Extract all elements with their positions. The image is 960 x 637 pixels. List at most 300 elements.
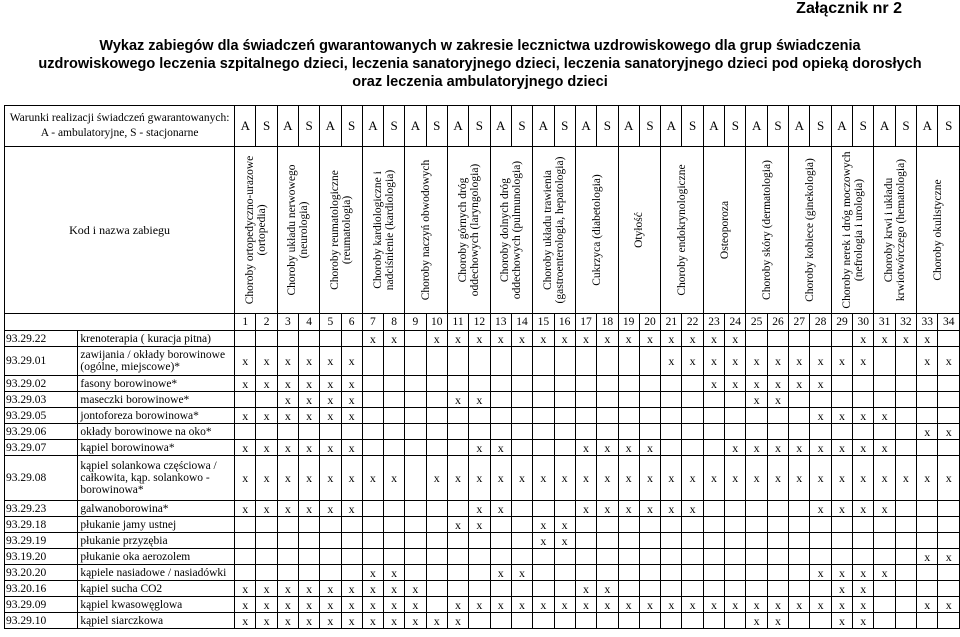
procedure-name: kąpiel sucha CO2 — [78, 581, 235, 597]
availability-cell: x — [575, 501, 596, 517]
availability-cell — [447, 376, 468, 392]
availability-cell — [874, 581, 895, 597]
availability-cell: x — [831, 456, 852, 501]
column-number: 29 — [831, 314, 852, 331]
availability-cell — [746, 533, 767, 549]
availability-cell — [554, 347, 575, 376]
availability-cell — [661, 392, 682, 408]
column-number: 2 — [256, 314, 277, 331]
condition-cell: A — [917, 106, 938, 147]
table-row — [5, 408, 960, 424]
availability-cell: x — [256, 440, 277, 456]
availability-cell: x — [298, 597, 319, 613]
availability-cell: x — [235, 456, 256, 501]
procedure-name: kąpiel siarczkowa — [78, 613, 235, 629]
availability-cell — [618, 424, 639, 440]
availability-cell: x — [810, 440, 831, 456]
availability-cell — [511, 347, 532, 376]
availability-cell — [938, 533, 960, 549]
procedure-code: 93.29.09 — [5, 597, 78, 613]
availability-cell — [810, 549, 831, 565]
availability-cell: x — [917, 597, 938, 613]
table-row — [5, 565, 960, 581]
availability-cell — [490, 533, 511, 549]
availability-cell — [682, 533, 703, 549]
availability-cell — [447, 440, 468, 456]
availability-cell — [597, 533, 618, 549]
availability-cell: x — [235, 597, 256, 613]
availability-cell: x — [831, 501, 852, 517]
group-label: Choroby skóry (dermatologia) — [761, 160, 774, 300]
procedure-name: fasony borowinowe* — [78, 376, 235, 392]
availability-cell: x — [277, 613, 298, 629]
condition-cell: A — [618, 106, 639, 147]
availability-cell — [639, 565, 660, 581]
availability-cell: x — [469, 456, 490, 501]
availability-cell: x — [703, 376, 724, 392]
availability-cell: x — [554, 517, 575, 533]
availability-cell: x — [810, 565, 831, 581]
availability-cell — [853, 424, 874, 440]
availability-cell: x — [725, 331, 746, 347]
availability-cell — [384, 376, 405, 392]
column-number: 20 — [639, 314, 660, 331]
availability-cell — [511, 376, 532, 392]
condition-cell: S — [384, 106, 405, 147]
availability-cell — [767, 331, 788, 347]
availability-cell — [703, 424, 724, 440]
group-header — [917, 147, 960, 314]
availability-cell: x — [384, 331, 405, 347]
condition-cell: A — [362, 106, 383, 147]
availability-cell: x — [320, 392, 341, 408]
availability-cell: x — [298, 581, 319, 597]
condition-cell: A — [703, 106, 724, 147]
availability-cell — [533, 565, 554, 581]
availability-cell — [789, 613, 810, 629]
procedure-name: krenoterapia ( kuracja pitna) — [78, 331, 235, 347]
availability-cell: x — [874, 408, 895, 424]
availability-cell — [895, 549, 916, 565]
condition-cell: A — [490, 106, 511, 147]
availability-cell: x — [874, 456, 895, 501]
availability-cell: x — [661, 597, 682, 613]
condition-cell: A — [277, 106, 298, 147]
availability-cell — [618, 347, 639, 376]
availability-cell — [874, 533, 895, 549]
availability-cell: x — [341, 408, 362, 424]
availability-cell — [789, 408, 810, 424]
group-header — [362, 147, 405, 314]
availability-cell — [874, 597, 895, 613]
availability-cell — [533, 376, 554, 392]
availability-cell — [426, 549, 447, 565]
availability-cell — [938, 613, 960, 629]
availability-cell — [362, 392, 383, 408]
availability-cell: x — [256, 581, 277, 597]
table-row — [5, 440, 960, 456]
availability-cell: x — [789, 376, 810, 392]
procedure-code: 93.29.06 — [5, 424, 78, 440]
column-number: 24 — [725, 314, 746, 331]
availability-cell: x — [746, 597, 767, 613]
availability-cell — [554, 501, 575, 517]
condition-cell: S — [810, 106, 831, 147]
availability-cell — [511, 408, 532, 424]
availability-cell — [533, 501, 554, 517]
availability-cell — [895, 392, 916, 408]
availability-cell — [320, 424, 341, 440]
condition-cell: S — [639, 106, 660, 147]
availability-cell: x — [682, 597, 703, 613]
group-label: Choroby ortopedyczno-urazowe (ortopedia) — [243, 155, 268, 305]
availability-cell: x — [469, 597, 490, 613]
availability-cell: x — [917, 424, 938, 440]
availability-cell — [725, 565, 746, 581]
column-number: 9 — [405, 314, 426, 331]
availability-cell — [511, 392, 532, 408]
availability-cell: x — [341, 501, 362, 517]
condition-cell: S — [767, 106, 788, 147]
availability-cell — [384, 347, 405, 376]
availability-cell: x — [235, 347, 256, 376]
availability-cell — [554, 376, 575, 392]
availability-cell — [235, 549, 256, 565]
condition-cell: S — [341, 106, 362, 147]
availability-cell — [703, 613, 724, 629]
availability-cell — [405, 517, 426, 533]
condition-cell: S — [938, 106, 960, 147]
availability-cell — [661, 517, 682, 533]
availability-cell: x — [426, 331, 447, 347]
availability-cell — [533, 347, 554, 376]
availability-cell — [490, 408, 511, 424]
availability-cell: x — [298, 501, 319, 517]
availability-cell: x — [767, 392, 788, 408]
availability-cell — [703, 408, 724, 424]
availability-cell: x — [810, 597, 831, 613]
availability-cell — [341, 533, 362, 549]
availability-cell — [490, 424, 511, 440]
availability-cell — [639, 517, 660, 533]
availability-cell: x — [597, 597, 618, 613]
availability-cell: x — [575, 440, 596, 456]
availability-cell: x — [362, 581, 383, 597]
availability-cell: x — [895, 456, 916, 501]
table-row — [5, 456, 960, 501]
availability-cell — [618, 376, 639, 392]
availability-cell — [639, 347, 660, 376]
availability-cell — [874, 376, 895, 392]
availability-cell — [746, 581, 767, 597]
availability-cell: x — [277, 456, 298, 501]
table-row — [5, 549, 960, 565]
availability-cell — [511, 613, 532, 629]
availability-cell — [746, 424, 767, 440]
availability-cell — [767, 533, 788, 549]
condition-cell: A — [405, 106, 426, 147]
availability-cell: x — [639, 456, 660, 501]
availability-cell — [277, 533, 298, 549]
availability-cell: x — [938, 597, 960, 613]
condition-cell: S — [256, 106, 277, 147]
availability-cell — [405, 376, 426, 392]
availability-cell: x — [917, 331, 938, 347]
availability-cell: x — [682, 456, 703, 501]
availability-cell — [298, 517, 319, 533]
availability-cell: x — [597, 331, 618, 347]
group-header — [661, 147, 704, 314]
group-header — [618, 147, 661, 314]
availability-cell — [298, 424, 319, 440]
availability-cell — [490, 613, 511, 629]
procedure-name: kąpiele nasiadowe / nasiadówki — [78, 565, 235, 581]
availability-cell — [447, 533, 468, 549]
availability-cell — [554, 424, 575, 440]
annex-label: Załącznik nr 2 — [796, 0, 902, 17]
column-number: 16 — [554, 314, 575, 331]
availability-cell — [746, 501, 767, 517]
availability-cell: x — [661, 331, 682, 347]
availability-cell: x — [447, 613, 468, 629]
availability-cell: x — [831, 408, 852, 424]
availability-cell — [277, 565, 298, 581]
availability-cell: x — [917, 549, 938, 565]
availability-cell: x — [725, 456, 746, 501]
availability-cell: x — [895, 331, 916, 347]
availability-cell: x — [575, 581, 596, 597]
availability-cell — [405, 408, 426, 424]
availability-cell: x — [256, 456, 277, 501]
availability-cell — [575, 424, 596, 440]
availability-cell — [682, 424, 703, 440]
availability-cell — [511, 581, 532, 597]
availability-cell: x — [703, 597, 724, 613]
availability-cell: x — [490, 501, 511, 517]
kod-label: Kod i nazwa zabiegu — [5, 147, 235, 314]
group-label: Choroby okulistyczne — [932, 179, 945, 281]
availability-cell — [256, 331, 277, 347]
availability-cell — [874, 347, 895, 376]
availability-cell: x — [469, 517, 490, 533]
availability-cell — [362, 440, 383, 456]
availability-cell — [767, 408, 788, 424]
procedure-name: płukanie jamy ustnej — [78, 517, 235, 533]
availability-cell: x — [447, 517, 468, 533]
availability-cell — [810, 424, 831, 440]
availability-cell: x — [554, 456, 575, 501]
availability-cell: x — [447, 392, 468, 408]
availability-cell — [554, 408, 575, 424]
availability-cell — [426, 347, 447, 376]
availability-cell — [703, 392, 724, 408]
availability-cell: x — [320, 408, 341, 424]
availability-cell — [298, 331, 319, 347]
availability-cell: x — [341, 392, 362, 408]
column-number: 32 — [895, 314, 916, 331]
column-number: 34 — [938, 314, 960, 331]
availability-cell — [874, 517, 895, 533]
availability-cell: x — [597, 440, 618, 456]
availability-cell — [511, 549, 532, 565]
availability-cell — [917, 613, 938, 629]
availability-cell: x — [703, 347, 724, 376]
table-row — [5, 517, 960, 533]
availability-cell — [810, 392, 831, 408]
availability-cell: x — [533, 331, 554, 347]
availability-cell — [618, 565, 639, 581]
group-header — [874, 147, 917, 314]
availability-cell: x — [362, 613, 383, 629]
availability-cell — [362, 376, 383, 392]
availability-cell — [725, 501, 746, 517]
group-label: Otyłość — [633, 212, 646, 248]
availability-cell — [426, 408, 447, 424]
procedure-name: kąpiel solankowa częściowa / całkowita, kąp. solankowo - borowinowa* — [78, 456, 235, 501]
availability-cell — [575, 408, 596, 424]
availability-cell — [597, 408, 618, 424]
availability-cell: x — [789, 456, 810, 501]
availability-cell — [511, 533, 532, 549]
availability-cell — [235, 424, 256, 440]
column-number: 28 — [810, 314, 831, 331]
availability-cell — [597, 565, 618, 581]
availability-cell: x — [767, 440, 788, 456]
availability-cell: x — [810, 376, 831, 392]
procedure-code: 93.29.18 — [5, 517, 78, 533]
conditions-label: Warunki realizacji świadczeń gwarantowanych: A - ambulatoryjne, S - stacjonarne — [5, 106, 235, 147]
availability-cell — [874, 613, 895, 629]
availability-cell: x — [511, 597, 532, 613]
availability-cell: x — [490, 565, 511, 581]
column-number: 19 — [618, 314, 639, 331]
availability-cell — [853, 376, 874, 392]
availability-cell: x — [277, 440, 298, 456]
availability-cell — [362, 347, 383, 376]
availability-cell: x — [746, 440, 767, 456]
availability-cell — [469, 581, 490, 597]
availability-cell: x — [682, 501, 703, 517]
column-number: 13 — [490, 314, 511, 331]
availability-cell — [447, 501, 468, 517]
procedure-code: 93.29.08 — [5, 456, 78, 501]
availability-cell — [533, 440, 554, 456]
availability-cell — [341, 565, 362, 581]
table-row — [5, 501, 960, 517]
availability-cell — [682, 440, 703, 456]
availability-cell: x — [490, 597, 511, 613]
availability-cell: x — [298, 392, 319, 408]
availability-cell: x — [789, 597, 810, 613]
availability-cell: x — [298, 347, 319, 376]
procedure-code: 93.29.22 — [5, 331, 78, 347]
availability-cell — [405, 549, 426, 565]
availability-cell — [277, 549, 298, 565]
availability-cell — [426, 392, 447, 408]
availability-cell — [384, 501, 405, 517]
procedure-code: 93.29.10 — [5, 613, 78, 629]
availability-cell — [426, 517, 447, 533]
availability-cell: x — [831, 613, 852, 629]
availability-cell — [426, 533, 447, 549]
availability-cell — [469, 408, 490, 424]
availability-cell: x — [256, 597, 277, 613]
availability-cell: x — [639, 501, 660, 517]
group-label: Choroby kobiece (ginekologia) — [803, 158, 816, 302]
availability-cell: x — [426, 456, 447, 501]
availability-cell — [554, 565, 575, 581]
availability-cell — [469, 565, 490, 581]
availability-cell: x — [362, 456, 383, 501]
availability-cell: x — [490, 440, 511, 456]
availability-cell: x — [405, 581, 426, 597]
availability-cell — [384, 549, 405, 565]
availability-cell — [533, 581, 554, 597]
availability-cell — [661, 565, 682, 581]
availability-cell — [490, 347, 511, 376]
availability-cell: x — [533, 456, 554, 501]
group-header — [789, 147, 832, 314]
availability-cell — [938, 517, 960, 533]
availability-cell — [703, 501, 724, 517]
availability-cell — [618, 517, 639, 533]
availability-cell — [831, 533, 852, 549]
availability-cell: x — [447, 456, 468, 501]
availability-cell — [256, 533, 277, 549]
availability-cell: x — [853, 408, 874, 424]
availability-cell — [895, 424, 916, 440]
procedure-code: 93.20.20 — [5, 565, 78, 581]
availability-cell: x — [362, 565, 383, 581]
column-number: 11 — [447, 314, 468, 331]
availability-cell: x — [575, 456, 596, 501]
table-row — [5, 533, 960, 549]
availability-cell — [256, 549, 277, 565]
availability-cell — [447, 565, 468, 581]
availability-cell: x — [639, 440, 660, 456]
availability-cell: x — [746, 347, 767, 376]
availability-cell — [533, 549, 554, 565]
availability-cell: x — [447, 597, 468, 613]
availability-cell — [426, 565, 447, 581]
availability-cell — [874, 424, 895, 440]
availability-cell: x — [853, 613, 874, 629]
availability-cell: x — [447, 331, 468, 347]
number-row-spacer — [5, 314, 235, 331]
availability-cell: x — [874, 565, 895, 581]
availability-cell: x — [298, 376, 319, 392]
availability-cell: x — [277, 501, 298, 517]
group-header — [703, 147, 746, 314]
availability-cell — [938, 501, 960, 517]
availability-cell — [235, 517, 256, 533]
availability-cell: x — [597, 456, 618, 501]
group-header — [490, 147, 533, 314]
group-header — [447, 147, 490, 314]
availability-cell: x — [298, 613, 319, 629]
availability-cell — [810, 331, 831, 347]
availability-cell — [767, 549, 788, 565]
availability-cell: x — [938, 424, 960, 440]
availability-cell: x — [511, 565, 532, 581]
group-label: Choroby górnych dróg oddechowych (laryngologia) — [456, 163, 481, 297]
availability-cell: x — [767, 613, 788, 629]
availability-cell — [575, 533, 596, 549]
condition-cell: S — [853, 106, 874, 147]
procedure-name: kąpiel borowinowa* — [78, 440, 235, 456]
availability-cell — [575, 347, 596, 376]
availability-cell: x — [405, 597, 426, 613]
